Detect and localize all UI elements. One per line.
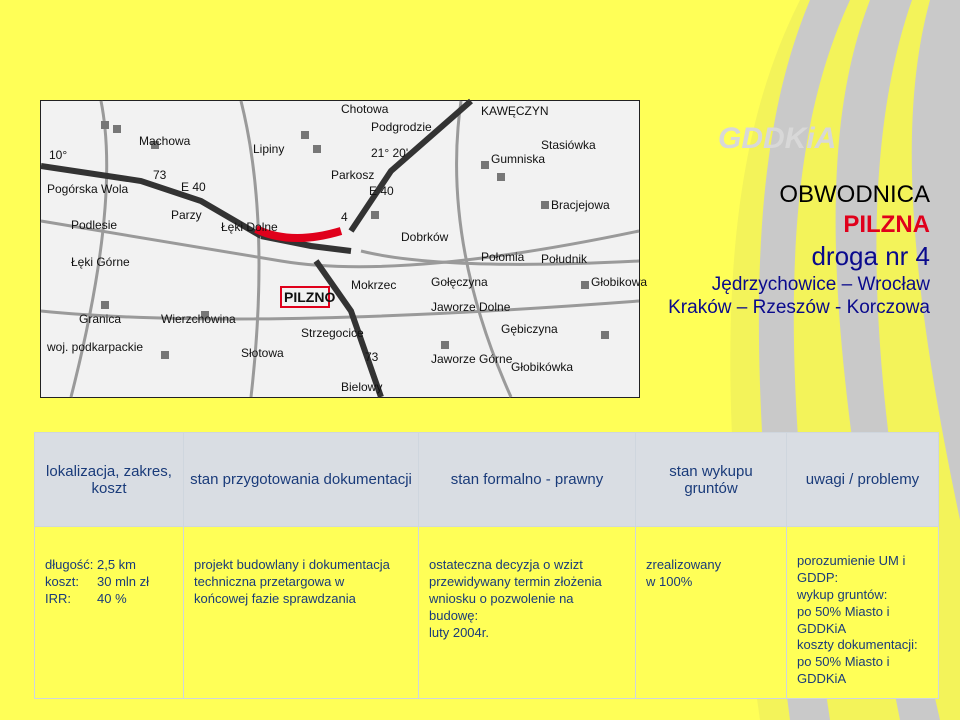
cell-land xyxy=(636,527,787,699)
title-line1: OBWODNICA xyxy=(779,181,930,208)
map-label: E 40 xyxy=(181,180,206,194)
map-label: Połomia xyxy=(481,250,525,264)
map-label: Pogórska Wola xyxy=(47,182,129,196)
cell-location xyxy=(35,527,184,699)
legal-line: luty 2004r. xyxy=(429,624,489,640)
map-label: Machowa xyxy=(139,134,191,148)
map-label: Chotowa xyxy=(341,102,389,116)
map-label: 10° xyxy=(49,148,68,162)
legal-line: budowę: xyxy=(429,607,479,623)
title-line5: Kraków – Rzeszów - Korczowa xyxy=(668,297,930,319)
map-label: KAWĘCZYN xyxy=(481,104,549,118)
map-label: Łęki Górne xyxy=(71,255,130,269)
map-label: Gumniska xyxy=(491,152,546,166)
legal-line: ostateczna decyzja o wzizt xyxy=(429,557,583,572)
map-label: Bracjejowa xyxy=(551,198,610,212)
legal-line: przewidywany termin złożenia xyxy=(429,573,602,589)
map-label: Podlesie xyxy=(71,218,118,232)
map-label: Południk xyxy=(541,252,588,266)
length-value: 2,5 km xyxy=(97,557,137,572)
header-documentation: stan przygotowania dokumentacji xyxy=(184,433,419,527)
map-label: Jaworze Dolne xyxy=(431,300,511,314)
map-label: Gołęczyna xyxy=(431,275,488,289)
land-line: w 100% xyxy=(646,573,693,589)
doc-line: końcowej fazie sprawdzania xyxy=(194,590,356,606)
map-label: Głobikówka xyxy=(511,360,574,374)
header-legal: stan formalno - prawny xyxy=(419,433,636,527)
map-label: Mokrzec xyxy=(351,278,397,292)
irr-key: IRR: xyxy=(45,590,71,606)
length-key: długość: xyxy=(45,557,94,572)
remarks-line: porozumienie UM i GDDP: xyxy=(797,553,906,585)
map-city-pilzno: PILZNO xyxy=(284,289,336,305)
remarks-line: po 50% Miasto i GDDKiA xyxy=(797,654,890,687)
map-label: 73 xyxy=(365,350,379,364)
info-table xyxy=(34,432,939,699)
map-label: Łęki Dolne xyxy=(221,220,278,234)
title-line3: droga nr 4 xyxy=(811,241,930,271)
header-remarks: uwagi / problemy xyxy=(787,433,939,527)
gddkia-logo-text: GDDKiA xyxy=(718,122,837,155)
map-label: 21° 20' xyxy=(371,146,409,160)
map-label: 4 xyxy=(341,210,348,224)
irr-value: 40 % xyxy=(97,590,127,606)
title-line2: PILZNA xyxy=(843,211,930,238)
remarks-line: wykup gruntów: xyxy=(797,586,888,602)
remarks-line: po 50% Miasto i GDDKiA xyxy=(797,603,890,636)
cost-value: 30 mln zł xyxy=(97,573,150,589)
legal-line: wniosku o pozwolenie na xyxy=(429,590,574,606)
map-label: Głobikowa xyxy=(591,275,648,289)
cost-key: koszt: xyxy=(45,573,79,589)
map-label: Strzegocice xyxy=(301,326,364,340)
header-location: lokalizacja, zakres, koszt xyxy=(35,433,184,527)
map-label: Jaworze Górne xyxy=(431,352,513,366)
cell-legal xyxy=(419,527,636,699)
map-label: Parzy xyxy=(171,208,202,222)
map-label: Parkosz xyxy=(331,168,375,182)
cell-documentation xyxy=(184,527,419,699)
map-label: Podgrodzie xyxy=(371,120,432,134)
map-label: Wierzchowina xyxy=(161,312,236,326)
map-label: Granica xyxy=(79,312,122,326)
title-line4: Jędrzychowice – Wrocław xyxy=(711,273,930,295)
map-label: Dobrków xyxy=(401,230,449,244)
map-label: Bielowy xyxy=(341,380,383,394)
title-block xyxy=(640,180,930,320)
map-label: Gębiczyna xyxy=(501,322,558,336)
remarks-line: koszty dokumentacji: xyxy=(797,637,918,653)
map-label: Lipiny xyxy=(253,142,285,156)
doc-line: projekt budowlany i dokumentacja xyxy=(194,557,390,572)
map-label: Stasiówka xyxy=(541,138,596,152)
map-label: woj. podkarpackie xyxy=(47,340,144,354)
map-label: Słotowa xyxy=(241,346,284,360)
doc-line: techniczna przetargowa w xyxy=(194,573,345,589)
map-label: E 40 xyxy=(369,184,394,198)
land-line: zrealizowany xyxy=(646,557,722,572)
map xyxy=(40,100,648,398)
header-land: stan wykupu gruntów xyxy=(636,433,787,527)
map-drawing xyxy=(41,101,648,397)
map-label: 73 xyxy=(153,168,167,182)
cell-remarks xyxy=(787,527,939,699)
